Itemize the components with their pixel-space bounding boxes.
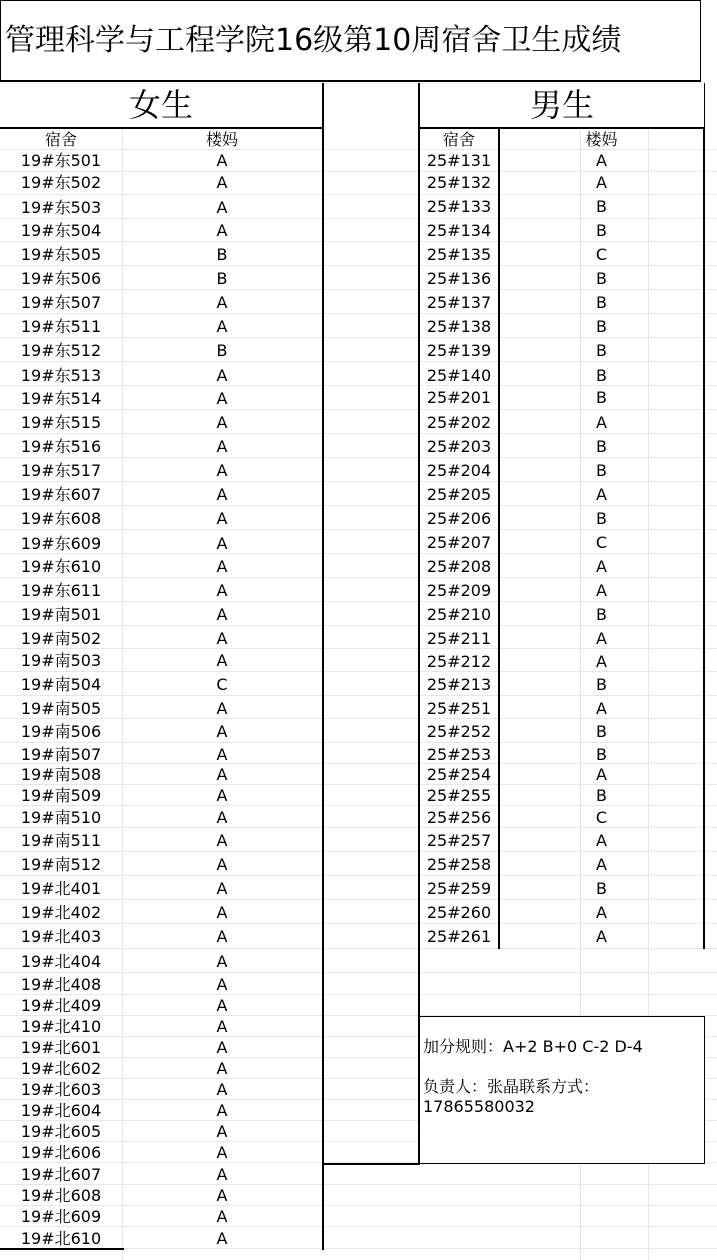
table-row [420,485,703,505]
grade-cell[interactable]: A [596,557,607,576]
room-cell[interactable]: 19#南512 [20,855,102,874]
table-row [0,1229,322,1249]
grade-cell[interactable]: A [596,903,607,922]
table-row [0,1207,322,1227]
room-cell[interactable]: 25#213 [426,675,492,694]
table-row [0,293,322,313]
room-cell[interactable]: 19#南504 [20,675,102,694]
room-cell[interactable]: 25#137 [426,293,492,312]
grade-cell[interactable]: A [216,699,228,718]
room-cell[interactable]: 19#北608 [20,1186,102,1205]
table-row [0,461,322,481]
grade-cell[interactable]: A [216,366,228,385]
boys-table-right-border [703,129,705,949]
room-cell[interactable]: 19#北408 [20,975,102,994]
table-row [0,629,322,649]
grade-cell[interactable]: A [216,996,228,1015]
room-cell[interactable]: 19#东609 [20,534,102,553]
room-cell[interactable]: 25#251 [426,699,492,718]
room-cell[interactable]: 25#259 [426,879,492,898]
room-cell[interactable]: 19#南508 [20,765,102,784]
room-cell[interactable]: 19#南506 [20,722,102,741]
room-cell[interactable]: 25#204 [426,461,492,480]
table-row [420,437,703,457]
room-cell[interactable]: 19#东611 [20,581,102,600]
grade-cell[interactable]: A [216,605,228,624]
room-cell[interactable]: 25#254 [426,765,492,784]
room-cell[interactable]: 19#东517 [20,461,102,480]
room-cell[interactable]: 19#北404 [20,952,102,971]
room-cell[interactable]: 25#252 [426,722,492,741]
room-cell[interactable]: 25#133 [426,197,492,216]
grade-cell[interactable]: A [216,952,228,971]
grade-cell[interactable]: A [596,413,607,432]
table-row [0,485,322,505]
room-cell[interactable]: 25#201 [426,388,492,407]
room-cell[interactable]: 19#东502 [20,173,102,192]
table-row [0,341,322,361]
grade-cell[interactable]: A [216,557,228,576]
room-cell[interactable]: 19#北602 [20,1059,102,1078]
room-cell[interactable]: 19#北403 [20,927,102,946]
grade-cell[interactable]: A [216,1080,228,1099]
table-row [0,927,322,947]
table-row [0,1143,322,1163]
grade-cell[interactable]: A [216,485,228,504]
room-cell[interactable]: 19#南510 [20,808,102,827]
grade-cell[interactable]: A [216,975,228,994]
grade-cell[interactable]: B [596,879,607,898]
grade-cell[interactable]: B [596,388,607,407]
table-row [420,629,703,649]
room-cell[interactable]: 19#东512 [20,341,102,360]
grade-cell[interactable]: B [596,461,607,480]
table-row [0,389,322,409]
table-row [420,461,703,481]
room-cell[interactable]: 25#131 [426,151,492,170]
table-row [0,221,322,241]
grade-cell[interactable]: A [216,509,228,528]
grade-cell[interactable]: A [216,581,228,600]
table-row [420,509,703,529]
boys-col-grade-header[interactable]: 楼妈 [585,130,618,149]
table-row [0,317,322,337]
grade-cell[interactable]: A [216,151,228,170]
rules-note-box[interactable] [418,1016,705,1164]
grade-cell[interactable]: A [216,317,228,336]
room-cell[interactable]: 19#南511 [20,831,102,850]
table-row [420,581,703,601]
table-row [420,557,703,577]
room-cell[interactable]: 19#北610 [20,1229,102,1248]
grade-cell[interactable]: B [596,437,607,456]
table-row [0,1059,322,1079]
room-cell[interactable]: 19#东513 [20,366,102,385]
table-row [0,151,322,171]
grade-cell[interactable]: A [216,722,228,741]
contact-person-text: 负责人：张晶联系方式： [423,1077,600,1096]
table-row [0,675,322,695]
table-row [0,1038,322,1058]
bottom-border [0,1248,124,1250]
middle-spacer-column [324,83,418,1165]
room-cell[interactable]: 19#东505 [20,245,102,264]
grade-cell[interactable]: B [596,341,607,360]
grade-cell[interactable]: A [216,1059,228,1078]
room-cell[interactable]: 25#139 [426,341,492,360]
grade-cell[interactable]: A [596,581,607,600]
table-row [0,1165,322,1185]
room-cell[interactable]: 25#138 [426,317,492,336]
room-cell[interactable]: 19#南505 [20,699,102,718]
table-row [0,903,322,923]
room-cell[interactable]: 19#北410 [20,1017,102,1036]
grade-cell[interactable]: B [216,245,228,264]
sheet-title[interactable]: 管理科学与工程学院16级第10周宿舍卫生成绩 [0,0,701,82]
contact-phone-text: 17865580032 [423,1097,535,1116]
room-cell[interactable]: 25#209 [426,581,492,600]
grade-cell[interactable]: A [216,786,228,805]
room-cell[interactable]: 19#东507 [20,293,102,312]
room-cell[interactable]: 19#北606 [20,1143,102,1162]
room-cell[interactable]: 19#东501 [20,151,102,170]
grade-cell[interactable]: A [596,855,607,874]
table-row [420,221,703,241]
room-cell[interactable]: 25#261 [426,927,492,946]
room-cell[interactable]: 19#北604 [20,1101,102,1120]
room-cell[interactable]: 19#东503 [20,198,102,217]
grade-cell[interactable]: C [216,675,228,694]
table-row [0,1080,322,1100]
table-row [420,533,703,553]
room-cell[interactable]: 19#北607 [20,1165,102,1184]
table-row [420,927,703,947]
girls-col-grade-header[interactable]: 楼妈 [205,130,238,149]
grade-cell[interactable]: A [216,1143,228,1162]
table-row [0,651,322,671]
room-cell[interactable]: 19#北603 [20,1080,102,1099]
room-cell[interactable]: 25#211 [426,629,492,648]
table-row [0,745,322,765]
table-row [0,722,322,742]
grade-cell[interactable]: B [596,197,607,216]
table-row [0,699,322,719]
grade-cell[interactable]: A [596,151,607,170]
room-cell[interactable]: 25#136 [426,269,492,288]
room-cell[interactable]: 25#134 [426,221,492,240]
table-row [420,605,703,625]
grade-cell[interactable]: B [596,509,607,528]
grade-cell[interactable]: A [216,293,228,312]
table-row [0,366,322,386]
grade-cell[interactable]: A [216,903,228,922]
grade-cell[interactable]: C [595,533,608,552]
room-cell[interactable]: 25#208 [426,557,492,576]
table-row [0,952,322,972]
room-cell[interactable]: 19#南503 [20,651,102,670]
room-cell[interactable]: 19#东516 [20,437,102,456]
grade-cell[interactable]: A [216,1186,228,1205]
room-cell[interactable]: 25#210 [426,605,492,624]
table-row [420,245,703,265]
table-row [0,879,322,899]
grade-cell[interactable]: A [216,437,228,456]
table-row [0,557,322,577]
table-row [0,245,322,265]
grade-cell[interactable]: A [216,879,228,898]
boys-heading[interactable]: 男生 [418,83,705,129]
room-cell[interactable]: 19#东506 [20,269,102,288]
table-row [420,341,703,361]
room-cell[interactable]: 19#南507 [20,745,102,764]
table-row [420,699,703,719]
room-cell[interactable]: 25#132 [426,173,492,192]
grade-cell[interactable]: A [596,629,607,648]
room-cell[interactable]: 19#北601 [20,1038,102,1057]
table-row [420,831,703,851]
table-row [0,765,322,785]
grade-cell[interactable]: A [216,1017,228,1036]
grade-cell[interactable]: A [596,485,607,504]
room-cell[interactable]: 19#北402 [20,903,102,922]
grade-cell[interactable]: A [216,1101,228,1120]
grade-cell[interactable]: A [216,927,228,946]
grade-cell[interactable]: A [216,1038,228,1057]
table-row [420,366,703,386]
grade-cell[interactable]: A [216,1165,228,1184]
grade-cell[interactable]: A [216,629,228,648]
table-row [420,269,703,289]
grade-cell[interactable]: A [216,1122,228,1141]
grade-cell[interactable]: B [596,745,607,764]
grade-cell[interactable]: A [596,831,607,850]
room-cell[interactable]: 19#东608 [20,509,102,528]
table-row [420,151,703,171]
room-cell[interactable]: 25#256 [426,808,492,827]
table-row [420,903,703,923]
table-row [0,808,322,828]
table-row [0,1017,322,1037]
grade-cell[interactable]: B [596,317,607,336]
room-cell[interactable]: 19#东610 [20,557,102,576]
room-cell[interactable]: 25#140 [426,366,492,385]
room-cell[interactable]: 19#东607 [20,485,102,504]
table-row [420,808,703,828]
room-cell[interactable]: 19#北401 [20,879,102,898]
grade-cell[interactable]: A [216,198,228,217]
grade-cell[interactable]: A [596,173,607,192]
table-row [0,975,322,995]
room-cell[interactable]: 25#207 [426,533,492,552]
room-cell[interactable]: 19#北605 [20,1122,102,1141]
room-cell[interactable]: 25#258 [426,855,492,874]
table-row [420,765,703,785]
table-row [420,675,703,695]
room-cell[interactable]: 25#253 [426,745,492,764]
table-row [0,509,322,529]
grade-cell[interactable]: A [216,831,228,850]
room-cell[interactable]: 19#东514 [20,389,102,408]
table-row [0,855,322,875]
room-cell[interactable]: 19#北409 [20,996,102,1015]
room-cell[interactable]: 19#南509 [20,786,102,805]
grade-cell[interactable]: C [595,808,608,827]
grade-cell[interactable]: A [216,1229,228,1248]
room-cell[interactable]: 25#257 [426,831,492,850]
girls-heading[interactable]: 女生 [0,83,324,129]
grade-cell[interactable]: A [216,651,228,670]
table-row [0,413,322,433]
table-row [0,1101,322,1121]
grade-cell[interactable]: C [595,245,608,264]
room-cell[interactable]: 25#260 [426,903,492,922]
table-row [0,786,322,806]
room-cell[interactable]: 25#206 [426,509,492,528]
grade-cell[interactable]: B [596,293,607,312]
girls-col-room-header[interactable]: 宿舍 [44,130,77,149]
grade-cell[interactable]: B [216,269,228,288]
table-row [0,1186,322,1206]
room-cell[interactable]: 19#东515 [20,413,102,432]
grade-cell[interactable]: B [596,786,607,805]
table-row [420,317,703,337]
room-cell[interactable]: 19#北609 [20,1207,102,1226]
room-cell[interactable]: 25#255 [426,786,492,805]
table-row [0,437,322,457]
table-row [420,293,703,313]
table-row [0,534,322,554]
grade-cell[interactable]: B [596,605,607,624]
room-cell[interactable]: 25#202 [426,413,492,432]
grade-cell[interactable]: B [216,341,228,360]
grade-cell[interactable]: B [596,269,607,288]
table-row [420,855,703,875]
room-cell[interactable]: 19#东511 [20,317,102,336]
grade-cell[interactable]: A [216,534,228,553]
grade-cell[interactable]: A [216,461,228,480]
table-row [0,269,322,289]
table-row [0,173,322,193]
grade-cell[interactable]: A [596,699,607,718]
table-row [420,388,703,408]
boys-col-room-header[interactable]: 宿舍 [442,130,475,149]
grade-cell[interactable]: A [216,745,228,764]
room-cell[interactable]: 19#东504 [20,221,102,240]
room-cell[interactable]: 19#南502 [20,629,102,648]
grade-cell[interactable]: A [596,652,607,671]
room-cell[interactable]: 25#203 [426,437,492,456]
room-cell[interactable]: 25#212 [426,652,492,671]
grade-cell[interactable]: A [596,927,607,946]
grade-cell[interactable]: A [216,173,228,192]
grade-cell[interactable]: A [216,389,228,408]
grade-cell[interactable]: A [596,765,607,784]
grade-cell[interactable]: A [216,765,228,784]
room-cell[interactable]: 25#205 [426,485,492,504]
table-row [420,652,703,672]
table-row [0,605,322,625]
table-row [0,831,322,851]
table-row [0,198,322,218]
grade-cell[interactable]: A [216,221,228,240]
scoring-rules-text: 加分规则：A+2 B+0 C-2 D-4 [423,1037,643,1056]
grade-cell[interactable]: A [216,413,228,432]
table-row [420,413,703,433]
table-row [420,173,703,193]
table-row [420,722,703,742]
room-cell[interactable]: 25#135 [426,245,492,264]
table-row [420,745,703,765]
table-row [0,1122,322,1142]
grade-cell[interactable]: B [596,221,607,240]
table-row [420,197,703,217]
table-row [420,879,703,899]
grade-cell[interactable]: B [596,722,607,741]
table-row [420,786,703,806]
table-row [0,581,322,601]
grade-cell[interactable]: A [216,808,228,827]
grade-cell[interactable]: A [216,855,228,874]
grade-cell[interactable]: B [596,675,607,694]
grade-cell[interactable]: A [216,1207,228,1226]
table-row [0,996,322,1016]
room-cell[interactable]: 19#南501 [20,605,102,624]
grade-cell[interactable]: B [596,366,607,385]
